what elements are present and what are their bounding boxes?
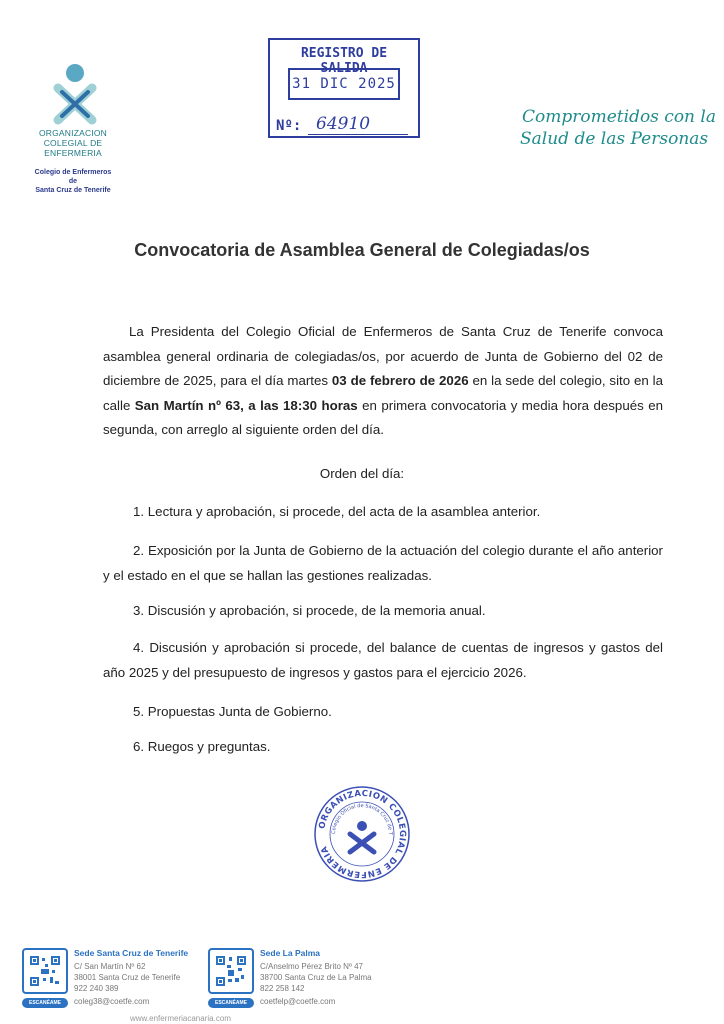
agenda-item-1: 1. Lectura y aprobación, si procede, del acta de la asamblea anterior. bbox=[133, 504, 541, 519]
sede1-address: C/ San Martín Nº 62 bbox=[74, 962, 146, 971]
sede1-phone: 922 240 389 bbox=[74, 984, 119, 993]
agenda-item-6: 6. Ruegos y preguntas. bbox=[133, 739, 271, 754]
agenda-item-3: 3. Discusión y aprobación, si procede, de la memoria anual. bbox=[133, 603, 486, 618]
scan-me-badge: ESCANÉAME bbox=[208, 998, 254, 1008]
scan-me-badge: ESCANÉAME bbox=[22, 998, 68, 1008]
qr-pattern-icon bbox=[30, 956, 60, 986]
slogan-line2: Salud de las Personas bbox=[520, 129, 709, 149]
org-name-line1: ORGANIZACION bbox=[38, 128, 108, 138]
sede2-name: Sede La Palma bbox=[260, 948, 321, 958]
sede1-city: 38001 Santa Cruz de Tenerife bbox=[74, 973, 181, 982]
meeting-place-time: San Martín nº 63, a las 18:30 horas bbox=[134, 397, 358, 413]
agenda-item-2: 2. Exposición por la Junta de Gobierno de la actuación del colegio durante el año anterior y el estado en el que se hallan las gestiones realizadas. bbox=[103, 543, 663, 583]
body-text-part1: La Presidenta del Colegio Oficial de Enfermeros de Santa Cruz de Tenerife convoca asamblea general ordinaria de colegiadas/os, por acuerdo de Junta de Gobierno del 02 de diciembre de 2025, para el día martes bbox=[103, 324, 663, 388]
seal-outer-text: ORGANIZACION COLEGIAL DE ENFERMERIA bbox=[317, 788, 408, 880]
org-name-line2: COLEGIAL DE ENFERMERIA bbox=[43, 138, 103, 158]
sede2-city: 38700 Santa Cruz de La Palma bbox=[260, 973, 372, 982]
agenda-item-4: 4. Discusión y aprobación si procede, del balance de cuentas de ingresos y gastos del año 2025 y del presupuesto de ingresos y gastos para el ejercicio 2026. bbox=[103, 640, 663, 680]
sede2-address: C/Anselmo Pérez Brito Nº 47 bbox=[260, 962, 363, 971]
colegio-line2: de bbox=[68, 178, 78, 185]
registro-date: 31 DIC 2025 bbox=[288, 68, 400, 100]
colegio-line3: Santa Cruz de Tenerife bbox=[35, 187, 111, 194]
meeting-date: 03 de febrero de 2026 bbox=[331, 373, 469, 388]
body-text-part2: en la sede del colegio, sito en la calle bbox=[103, 373, 663, 413]
org-logo bbox=[18, 62, 153, 195]
qr-pattern-icon bbox=[216, 956, 246, 986]
qr-code-icon[interactable] bbox=[22, 948, 68, 994]
colegio-line1: Colegio de Enfermeros bbox=[34, 169, 112, 176]
registro-salida-stamp bbox=[268, 38, 420, 138]
sede2-phone: 822 258 142 bbox=[260, 984, 305, 993]
qr-code-icon[interactable] bbox=[208, 948, 254, 994]
sede1-name: Sede Santa Cruz de Tenerife bbox=[74, 948, 189, 958]
sede2-email[interactable]: coetfelp@coetfe.com bbox=[260, 997, 336, 1006]
nursing-logo-icon bbox=[52, 62, 98, 128]
document-title: Convocatoria de Asamblea General de Colegiadas/os bbox=[134, 240, 590, 260]
seal-graphic bbox=[312, 784, 412, 884]
website-link[interactable]: www.enfermeriacanaria.com bbox=[130, 1014, 231, 1023]
registro-number-value: 64910 bbox=[316, 114, 371, 134]
slogan bbox=[522, 106, 722, 150]
registro-number-underline bbox=[308, 134, 408, 135]
slogan-line1: Comprometidos con la bbox=[522, 107, 716, 127]
svg-text:ORGANIZACION COLEGIAL DE ENFER bbox=[317, 789, 407, 879]
orden-del-dia-heading: Orden del día: bbox=[319, 466, 405, 481]
registro-number-label: Nº: bbox=[276, 118, 302, 134]
body-text-part3: en primera convocatoria y media hora después en segunda, con arreglo al siguiente orden del día. bbox=[103, 397, 663, 437]
sede1-email[interactable]: coleg38@coetfe.com bbox=[74, 997, 150, 1006]
seal-inner-text: Colegio Oficial de Santa Cruz de T bbox=[330, 802, 394, 835]
convocatoria-paragraph bbox=[103, 320, 663, 443]
registro-title: REGISTRO DE SALIDA bbox=[300, 46, 388, 76]
agenda-item-5: 5. Propuestas Junta de Gobierno. bbox=[133, 704, 332, 719]
official-round-seal bbox=[312, 784, 412, 884]
